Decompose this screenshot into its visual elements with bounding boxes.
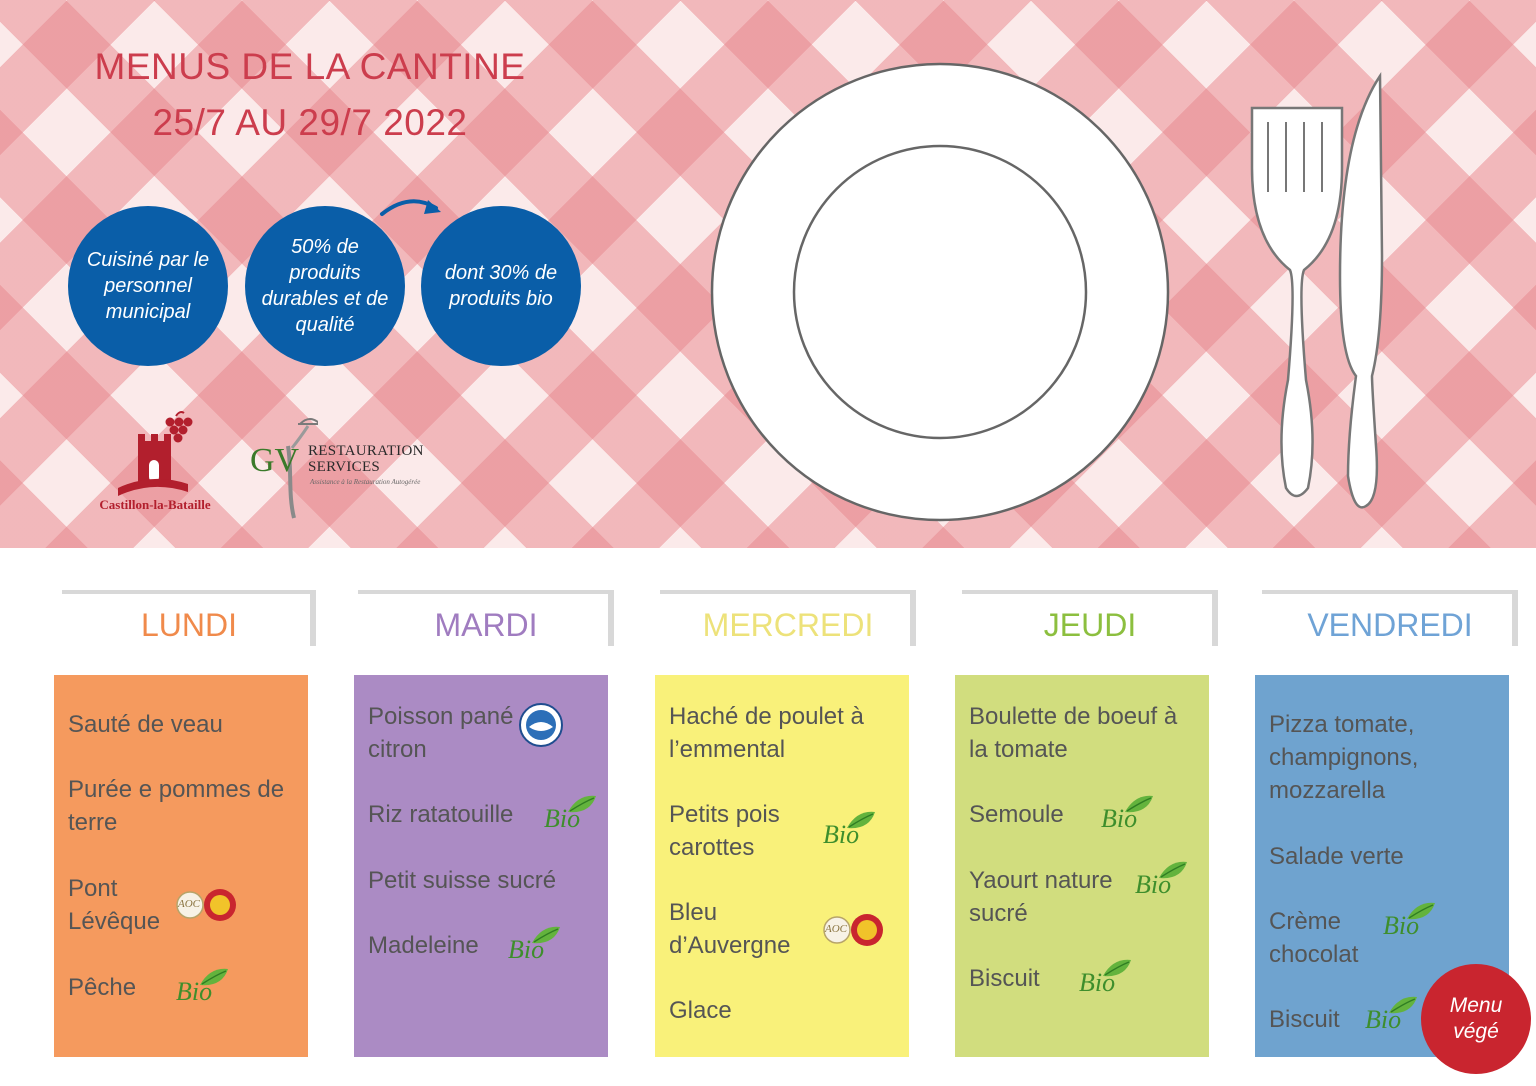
fork-icon (1252, 108, 1342, 496)
bio-label-icon (540, 792, 598, 843)
day-card-mardi (354, 675, 608, 1057)
menu-item: Petit suisse sucré (368, 867, 557, 894)
day-tab-jeudi (962, 590, 1218, 646)
plate-illustration (700, 52, 1420, 532)
bio-label: Bio (544, 804, 581, 833)
info-circle-text: Cuisiné par le personnel municipal (86, 249, 210, 323)
menu-item: Riz ratatouille (368, 801, 514, 828)
bio-label: Bio (508, 935, 545, 964)
menu-item: Crème chocolat (1269, 908, 1359, 968)
bio-label-icon (172, 965, 230, 1016)
day-card-jeudi (955, 675, 1209, 1057)
day-name: MERCREDI (702, 607, 874, 643)
tab-border (62, 590, 316, 594)
aoc-label-icon (172, 885, 242, 930)
day-card-lundi (54, 675, 308, 1057)
bio-label: Bio (1383, 911, 1420, 940)
knife-icon (1340, 76, 1382, 507)
gv-restauration-logo (248, 410, 448, 522)
menu-item: Sauté de veau (68, 711, 223, 738)
aoc-label: AOC (178, 898, 200, 910)
bio-label: Bio (1135, 870, 1172, 899)
castle-icon (80, 410, 230, 498)
bio-label-icon (1097, 792, 1155, 843)
tab-border (660, 590, 916, 594)
menu-item: Haché de poulet à l’emmental (669, 703, 864, 763)
info-circle-organic (421, 206, 581, 366)
day-tab-mercredi (660, 590, 916, 646)
gv-line2: SERVICES (308, 459, 381, 475)
menu-item: Pizza tomate, champignons, mozzarella (1269, 711, 1419, 804)
menu-title: MENUS DE LA CANTINE (94, 46, 526, 87)
day-tab-lundi (62, 590, 316, 646)
menu-item: Glace (669, 997, 732, 1024)
info-circle-text: dont 30% de produits bio (444, 262, 558, 310)
menu-item: Biscuit (1269, 1006, 1340, 1033)
menu-item: Semoule (969, 801, 1064, 828)
aoc-label: AOC (825, 923, 847, 935)
menu-item: Pêche (68, 974, 137, 1001)
day-tab-mardi (358, 590, 614, 646)
tab-border (962, 590, 1218, 594)
gv-monogram: GV (250, 442, 300, 479)
menu-item: Madeleine (368, 932, 479, 959)
gv-line1: RESTAURATION (308, 443, 424, 459)
castillon-logo (80, 410, 230, 520)
menu-item: Purée e pommes de terre (68, 776, 285, 836)
bio-label: Bio (823, 820, 860, 849)
menu-item: Pont Lévêque (68, 875, 161, 935)
peche-durable-icon (518, 702, 564, 753)
bio-label: Bio (176, 977, 213, 1006)
bio-label-icon (1131, 858, 1189, 909)
menu-vege-label: Menu végé (1449, 994, 1503, 1043)
info-circle-cooked (68, 206, 228, 366)
bio-label: Bio (1079, 968, 1116, 997)
bio-label-icon (504, 923, 562, 974)
menu-item: Poisson pané citron (368, 703, 514, 763)
info-circle-sustainable (245, 206, 405, 366)
curved-arrow-icon (378, 190, 448, 230)
day-name: VENDREDI (1307, 607, 1473, 643)
menu-item: Biscuit (969, 965, 1040, 992)
bio-label: Bio (1101, 804, 1138, 833)
aoc-label-icon (819, 910, 889, 955)
gv-tagline: Assistance à la Restauration Autogérée (310, 478, 421, 486)
menu-dates: 25/7 AU 29/7 2022 (152, 102, 468, 143)
bio-label-icon (819, 808, 877, 859)
day-name: JEUDI (1043, 607, 1137, 643)
bio-label: Bio (1365, 1005, 1402, 1034)
menu-item: Bleu d’Auvergne (669, 899, 791, 959)
day-card-mercredi (655, 675, 909, 1057)
tab-border (358, 590, 614, 594)
menu-item: Petits pois carottes (669, 801, 780, 861)
day-name: LUNDI (140, 607, 237, 643)
bio-label-icon (1075, 956, 1133, 1007)
menu-item: Boulette de boeuf à la tomate (969, 703, 1178, 763)
menu-item: Yaourt nature sucré (969, 867, 1113, 927)
bio-label-icon (1379, 899, 1437, 950)
menu-vege-badge (1421, 964, 1531, 1074)
menu-item: Salade verte (1269, 843, 1404, 870)
tab-border (1262, 590, 1518, 594)
day-name: MARDI (434, 607, 538, 643)
castillon-label: Castillon-la-Bataille (99, 497, 211, 512)
day-tab-vendredi (1262, 590, 1518, 646)
bio-label-icon (1361, 993, 1419, 1044)
info-circle-text: 50% de produits durables et de qualité (261, 236, 389, 336)
